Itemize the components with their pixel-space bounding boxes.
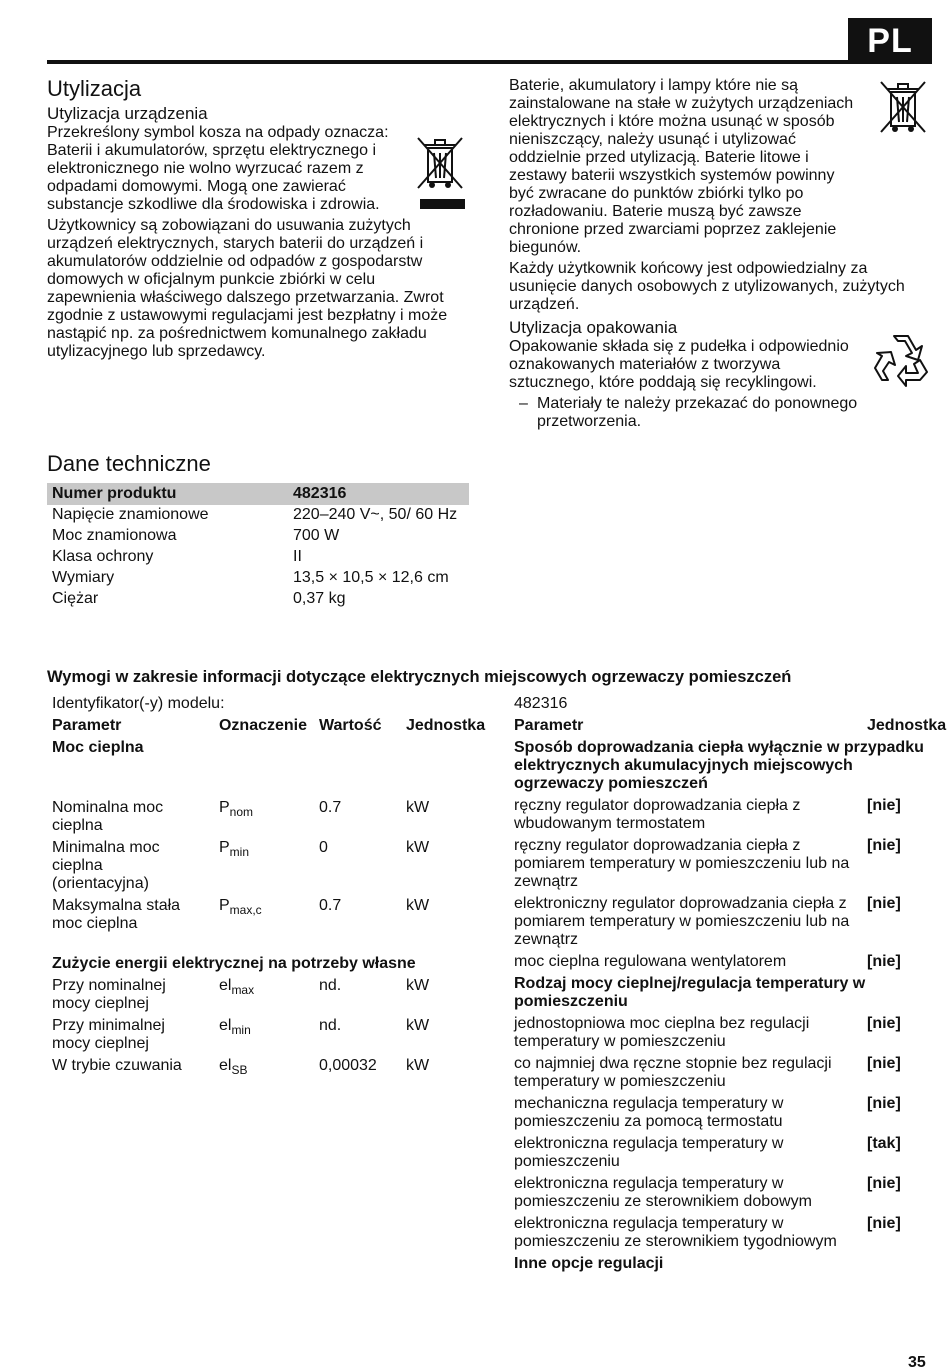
disposal-title: Utylizacja <box>47 76 142 101</box>
table-cell-symbol <box>214 798 314 838</box>
table-row <box>47 694 472 716</box>
table-row <box>509 952 933 974</box>
recycle-icon <box>870 330 932 390</box>
list-item-text: Materiały te należy przekazać do ponownego przetworzenia. <box>537 395 858 430</box>
table-row <box>47 954 472 976</box>
table-cell-label: Moc znamionowa <box>52 527 177 544</box>
table-cell-param: Przy nominalnej mocy cieplnej <box>52 977 166 1012</box>
tech-data-title: Dane techniczne <box>47 451 211 476</box>
table-row <box>509 1094 933 1134</box>
symbol-text: el <box>218 977 232 994</box>
requirements-right-table <box>509 694 947 1276</box>
table-cell-label: Wymiary <box>52 569 115 586</box>
table-cell-label: ręczny regulator doprowadzania ciepła z wbudowanym termostatem <box>514 797 801 832</box>
symbol-subscript: nom <box>229 805 253 819</box>
table-cell-value: nd. <box>318 1017 342 1034</box>
symbol-subscript: max <box>231 983 255 997</box>
table-cell-value: 13,5 × 10,5 × 12,6 cm <box>293 569 449 586</box>
table-cell-value: 0.7 <box>318 897 342 914</box>
table-row <box>509 1054 933 1094</box>
table-cell-symbol <box>214 1016 314 1056</box>
symbol-subscript: SB <box>231 1063 248 1077</box>
table-cell-label: co najmniej dwa ręczne stopnie bez regulacji temperatury w pomieszczeniu <box>514 1055 832 1090</box>
packaging-paragraph: Opakowanie składa się z pudełka i odpowiednio oznakowanych materiałów z tworzywa sztucznego, które poddają się recyklingowi. <box>509 338 849 391</box>
column-header-parameter: Parametr <box>514 717 584 734</box>
disposal-paragraph-4: Każdy użytkownik końcowy jest odpowiedzialny za usunięcie danych osobowych z utylizowanych, zużytych urządzeń. <box>509 260 905 313</box>
language-tab: PL <box>848 18 932 64</box>
symbol-text: el <box>218 1017 232 1034</box>
table-cell-value: [nie] <box>867 1015 901 1032</box>
model-label: Identyfikator(-y) modelu: <box>52 695 225 712</box>
table-cell-value: [nie] <box>867 895 901 912</box>
table-cell-symbol <box>214 1056 314 1078</box>
table-cell-symbol <box>214 976 314 1016</box>
crossed-bin-icon <box>414 134 466 192</box>
table-cell-label: jednostopniowa moc cieplna bez regulacji temperatury w pomieszczeniu <box>514 1015 810 1050</box>
table-cell-unit: kW <box>405 897 430 914</box>
page-number: 35 <box>908 1354 926 1371</box>
model-value: 482316 <box>514 695 568 712</box>
column-header-unit-text: Jednostka <box>867 717 947 734</box>
table-cell-value: nd. <box>318 977 342 994</box>
requirements-title: Wymogi w zakresie informacji dotyczące elektrycznych miejscowych ogrzewaczy pomieszczeń <box>47 668 792 686</box>
table-header-value: 482316 <box>288 483 469 505</box>
header-rule <box>47 60 932 64</box>
table-cell-value: II <box>293 548 302 565</box>
symbol-subscript: min <box>231 1023 251 1037</box>
separate-collection-bar <box>420 199 465 209</box>
list-dash: – <box>519 395 528 412</box>
table-header-row <box>47 716 472 738</box>
table-row <box>509 738 933 796</box>
table-cell-label: elektroniczna regulacja temperatury w pomieszczeniu <box>514 1135 784 1170</box>
symbol-text: P <box>218 799 230 816</box>
symbol-text: el <box>218 1057 232 1074</box>
table-row <box>47 505 469 526</box>
table-row <box>47 738 472 798</box>
table-cell-unit: kW <box>405 799 430 816</box>
table-cell-value: 0 <box>318 839 328 856</box>
table-row <box>509 974 933 1014</box>
table-row <box>47 547 469 568</box>
aux-consumption-title: Zużycie energii elektrycznej na potrzeby własne <box>52 955 416 972</box>
table-row <box>47 526 469 547</box>
table-cell-value: 0,37 kg <box>293 590 346 607</box>
table-cell-symbol <box>214 838 314 896</box>
table-row <box>509 1214 933 1254</box>
column-header-parameter: Parametr <box>52 717 122 734</box>
table-cell-param: Minimalna moc cieplna (orientacyjna) <box>52 839 160 892</box>
table-cell-label: Ciężar <box>52 590 99 607</box>
column-header-value: Wartość <box>318 717 382 734</box>
table-row <box>47 798 472 838</box>
table-row <box>509 836 933 894</box>
table-cell-value: [nie] <box>867 837 901 854</box>
table-cell-label: elektroniczna regulacja temperatury w pomieszczeniu ze sterownikiem dobowym <box>514 1175 812 1210</box>
table-cell-symbol <box>214 896 314 954</box>
table-row <box>47 589 469 610</box>
table-cell-value: [nie] <box>867 953 901 970</box>
table-row <box>509 894 933 952</box>
column-header-unit-text: Jednostka <box>405 717 486 734</box>
table-header-label: Numer produktu <box>47 483 288 505</box>
symbol-subscript: min <box>229 845 249 859</box>
table-row <box>47 976 472 1016</box>
packaging-disposal-subtitle: Utylizacja opakowania <box>509 318 678 337</box>
table-cell-value: 0,00032 <box>318 1057 377 1074</box>
column-header-unit <box>862 716 947 738</box>
table-cell-value: 220–240 V~, 50/ 60 Hz <box>293 506 458 523</box>
table-row <box>509 1134 933 1174</box>
table-row <box>47 1056 472 1078</box>
table-cell-unit: kW <box>405 839 430 856</box>
column-header-symbol <box>214 716 314 738</box>
table-cell-value: 700 W <box>293 527 340 544</box>
other-options-title: Inne opcje regulacji <box>514 1255 664 1272</box>
table-row <box>47 896 472 954</box>
table-row <box>509 796 933 836</box>
table-cell-label: elektroniczny regulator doprowadzania ciepła z pomiarem temperatury w pomieszczeniu lub na zewnątrz <box>514 895 850 948</box>
control-type-title: Rodzaj mocy cieplnej/regulacja temperatury w pomieszczeniu <box>514 975 866 1010</box>
table-row <box>47 1016 472 1056</box>
disposal-paragraph-2: Użytkownicy są zobowiązani do usuwania zużytych urządzeń elektrycznych, starych baterii do urządzeń i akumulatorów oddzielnie od odpadów z gospodarstw domowych w oficjalnym punkcie zbiórki w celu zapewnienia właściwego dalszego przetwarzania. Zwrot zgodnie z ustawowymi regulacjami jest bezpłatny i może nastąpić np. za pośrednictwem komunalnego zakładu utylizacyjnego lub sprzedawcy. <box>47 217 448 360</box>
heat-input-title: Sposób doprowadzania ciepła wyłącznie w przypadku elektrycznych akumulacyjnych miejscowych ogrzewaczy pomieszczeń <box>514 739 924 792</box>
table-row <box>509 1014 933 1054</box>
symbol-text: P <box>218 897 230 914</box>
table-row <box>509 694 933 716</box>
disposal-paragraph-1: Przekreślony symbol kosza na odpady oznacza: Baterii i akumulatorów, sprzętu elektrycznego i elektronicznego nie wolno wyrzucać razem z odpadami domowymi. Mogą one zawierać substancje szkodliwe dla środowiska i zdrowia. <box>47 124 389 213</box>
list-item <box>509 395 932 431</box>
device-disposal-subtitle: Utylizacja urządzenia <box>47 104 208 123</box>
table-cell-param: W trybie czuwania <box>52 1057 182 1074</box>
table-row <box>47 568 469 589</box>
disposal-section <box>47 76 467 364</box>
crossed-bin-icon <box>876 78 930 136</box>
column-header-symbol-text: Oznaczenie <box>218 717 308 734</box>
table-cell-param: Przy minimalnej mocy cieplnej <box>52 1017 165 1052</box>
table-cell-label: elektroniczna regulacja temperatury w pomieszczeniu ze sterownikiem tygodniowym <box>514 1215 837 1250</box>
table-cell-value: [nie] <box>867 797 901 814</box>
table-cell-value: [nie] <box>867 1055 901 1072</box>
table-cell-param: Maksymalna stała moc cieplna <box>52 897 181 932</box>
table-cell-label: moc cieplna regulowana wentylatorem <box>514 953 787 970</box>
table-cell-unit: kW <box>405 1057 430 1074</box>
heat-output-title: Moc cieplna <box>52 739 144 756</box>
table-cell-value: [nie] <box>867 1215 901 1232</box>
table-row <box>509 1254 933 1276</box>
table-cell-value: 0.7 <box>318 799 342 816</box>
table-cell-unit: kW <box>405 977 430 994</box>
table-cell-unit: kW <box>405 1017 430 1034</box>
symbol-text: P <box>218 839 230 856</box>
table-cell-param: Nominalna moc cieplna <box>52 799 164 834</box>
table-cell-label: Klasa ochrony <box>52 548 154 565</box>
table-cell-value: [nie] <box>867 1175 901 1192</box>
table-row <box>47 483 469 505</box>
table-cell-label: ręczny regulator doprowadzania ciepła z pomiarem temperatury w pomieszczeniu lub na zewnątrz <box>514 837 850 890</box>
disposal-right-column <box>509 77 932 431</box>
table-row <box>509 1174 933 1214</box>
table-cell-value: [tak] <box>867 1135 901 1152</box>
disposal-paragraph-3: Baterie, akumulatory i lampy które nie są zainstalowane na stałe w zużytych urządzeniach elektrycznych i które można usunąć w sposób nieniszczący, należy usunąć i utylizować oddzielnie przed utylizacją. Baterie litowe i zestawy baterii wszystkich systemów powinny być zwracane do punktów zbiórki tylko po rozładowaniu. Baterie muszą być zawsze chronione przed zwarciami poprzez zaklejenie biegunów. <box>509 77 854 256</box>
table-cell-value: [nie] <box>867 1095 901 1112</box>
column-header-unit <box>401 716 486 738</box>
table-header-row <box>509 716 933 738</box>
table-cell-label: Napięcie znamionowe <box>52 506 209 523</box>
symbol-subscript: max,c <box>229 903 262 917</box>
requirements-left-table <box>47 694 486 1078</box>
tech-data-table <box>47 483 469 610</box>
table-cell-label: mechaniczna regulacja temperatury w pomieszczeniu za pomocą termostatu <box>514 1095 784 1130</box>
table-row <box>47 838 472 896</box>
